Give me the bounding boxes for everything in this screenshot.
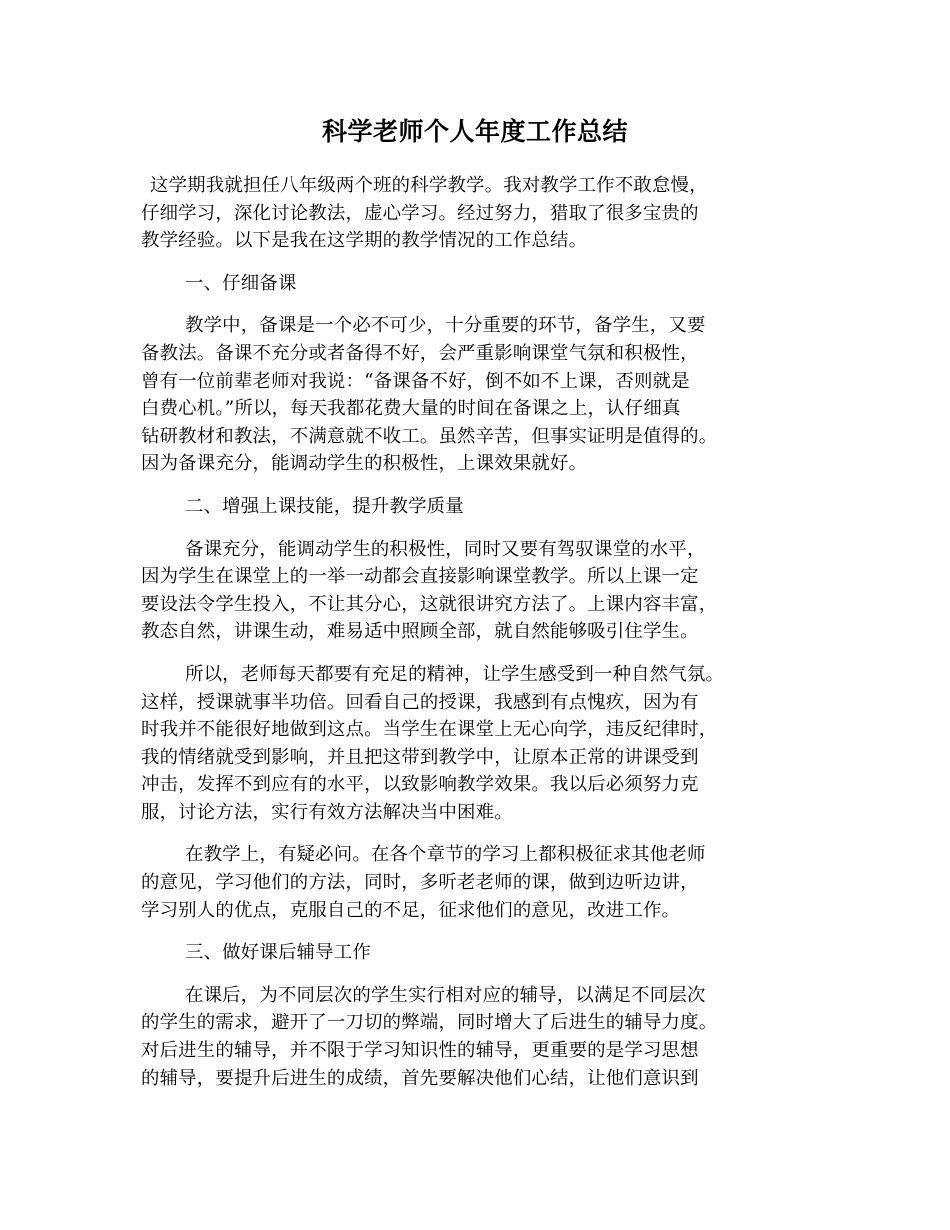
text-line: 仔细学习，深化讨论教法，虚心学习。经过努力，猎取了很多宝贵的: [141, 202, 699, 224]
text-line: 冲击，发挥不到应有的水平，以致影响教学效果。我以后必须努力克: [141, 774, 699, 796]
text-line: 曾有一位前辈老师对我说：“备课备不好，倒不如不上课，否则就是: [141, 370, 690, 392]
text-line: 所以，老师每天都要有充足的精神，让学生感受到一种自然气氛。: [185, 663, 725, 685]
document-title: 科学老师个人年度工作总结: [321, 117, 628, 146]
text-line: 备教法。备课不充分或者备得不好，会严重影响课堂气氛和积极性，: [141, 342, 699, 364]
text-line: 因为备课充分，能调动学生的积极性，上课效果就好。: [141, 453, 588, 475]
text-line: 的意见，学习他们的方法，同时，多听老老师的课，做到边听边讲，: [141, 872, 699, 894]
intro-paragraph: [141, 172, 809, 255]
section-heading: [141, 270, 809, 298]
text-line: 这样，授课就事半功倍。回看自己的授课，我感到有点愧疚，因为有: [141, 691, 699, 713]
text-line: 白费心机。”所以，每天我都花费大量的时间在备课之上，认仔细真: [141, 398, 681, 420]
text-line: 因为学生在课堂上的一举一动都会直接影响课堂教学。所以上课一定: [141, 566, 699, 588]
text-line: 教学经验。以下是我在这学期的教学情况的工作总结。: [141, 230, 588, 252]
paragraph: [141, 312, 809, 478]
paragraph: [141, 536, 809, 646]
paragraph: [141, 661, 809, 827]
text-line: 学习别人的优点，克服自己的不足，征求他们的意见，改进工作。: [141, 899, 681, 921]
paragraph: [141, 841, 809, 924]
text-line: 一、仔细备课: [185, 272, 297, 294]
text-line: 服，讨论方法，实行有效方法解决当中困难。: [141, 801, 513, 823]
document-body: [141, 172, 809, 1107]
paragraph: [141, 982, 809, 1092]
text-line: 的学生的需求，避开了一刀切的弊端，同时增大了后进生的辅导力度。: [141, 1012, 718, 1034]
text-line: 钻研教材和教法，不满意就不收工。虽然辛苦，但事实证明是值得的。: [141, 425, 718, 447]
text-line: 在教学上，有疑必问。在各个章节的学习上都积极征求其他老师: [185, 844, 706, 866]
text-line: 备课充分，能调动学生的积极性，同时又要有驾驭课堂的水平，: [185, 538, 706, 560]
text-line: 要设法令学生投入，不让其分心，这就很讲究方法了。上课内容丰富，: [141, 593, 718, 615]
text-line: 我的情绪就受到影响，并且把这带到教学中，让原本正常的讲课受到: [141, 746, 699, 768]
text-line: 在课后，为不同层次的学生实行相对应的辅导，以满足不同层次: [185, 984, 706, 1006]
section-heading: [141, 939, 809, 967]
section-heading: [141, 493, 809, 521]
text-line: 教学中，备课是一个必不可少，十分重要的环节，备学生，又要: [185, 315, 706, 337]
text-line: 二、增强上课技能，提升教学质量: [185, 495, 464, 517]
text-line: 教态自然，讲课生动，难易适中照顾全部，就自然能够吸引住学生。: [141, 621, 699, 643]
text-line: 对后进生的辅导，并不限于学习知识性的辅导，更重要的是学习思想: [141, 1040, 699, 1062]
text-line: 这学期我就担任八年级两个班的科学教学。我对教学工作不敢怠慢，: [150, 175, 708, 196]
text-line: 的辅导，要提升后进生的成绩，首先要解决他们心结，让他们意识到: [141, 1067, 699, 1089]
text-line: 三、做好课后辅导工作: [185, 942, 371, 964]
text-line: 时我并不能很好地做到这点。当学生在课堂上无心向学，违反纪律时，: [141, 719, 718, 741]
